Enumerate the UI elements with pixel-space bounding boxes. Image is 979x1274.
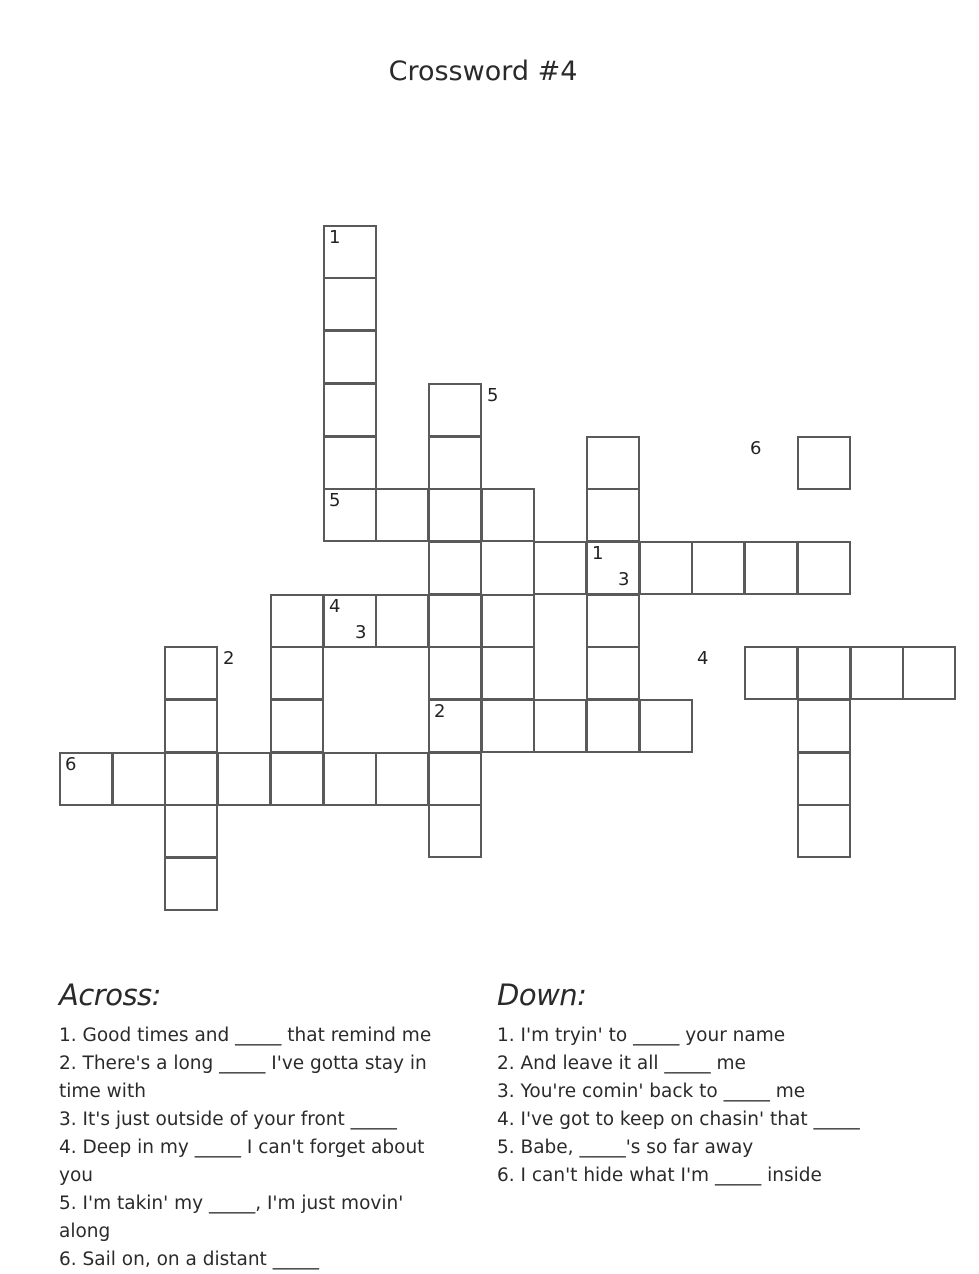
clue-number: 6	[750, 438, 762, 459]
grid-cell[interactable]	[586, 646, 640, 700]
grid-cell[interactable]	[428, 383, 482, 437]
grid-cell[interactable]	[639, 541, 693, 595]
grid-cell[interactable]	[744, 646, 798, 700]
grid-cell[interactable]	[375, 594, 429, 648]
grid-cell[interactable]	[481, 488, 535, 542]
grid-cell[interactable]	[323, 330, 377, 384]
grid-cell[interactable]	[428, 488, 482, 542]
across-clue-1: 1. Good times and _____ that remind me	[59, 1025, 432, 1046]
grid-cell[interactable]	[375, 488, 429, 542]
grid-cell[interactable]	[323, 436, 377, 490]
grid-cell[interactable]	[164, 752, 218, 806]
clue-number: 5	[329, 490, 341, 511]
across-clue-2: 2. There's a long _____ I've gotta stay in time with	[59, 1053, 427, 1102]
grid-cell[interactable]	[797, 646, 851, 700]
grid-cell[interactable]	[217, 752, 271, 806]
down-clue-1: 1. I'm tryin' to _____ your name	[497, 1025, 786, 1046]
grid-cell[interactable]	[270, 699, 324, 753]
grid-cell[interactable]	[586, 436, 640, 490]
clue-number: 4	[329, 596, 341, 617]
clue-number: 2	[434, 701, 446, 722]
grid-cell[interactable]	[270, 594, 324, 648]
grid-cell[interactable]	[902, 646, 956, 700]
grid-cell[interactable]	[270, 752, 324, 806]
down-clue-2: 2. And leave it all _____ me	[497, 1053, 746, 1074]
grid-cell[interactable]	[797, 752, 851, 806]
down-clue-3: 3. You're comin' back to _____ me	[497, 1081, 806, 1102]
clue-number: 3	[618, 569, 630, 590]
grid-cell[interactable]	[533, 541, 587, 595]
down-heading: Down:	[497, 978, 587, 1012]
grid-cell[interactable]	[428, 594, 482, 648]
across-heading: Across:	[59, 978, 161, 1012]
grid-cell[interactable]	[323, 383, 377, 437]
grid-cell[interactable]	[797, 804, 851, 858]
grid-cell[interactable]	[270, 646, 324, 700]
grid-cell[interactable]	[428, 752, 482, 806]
down-clues	[497, 978, 897, 1190]
grid-cell[interactable]	[797, 541, 851, 595]
clue-number: 3	[355, 622, 367, 643]
across-clue-4: 4. Deep in my _____ I can't forget about you	[59, 1137, 425, 1186]
clue-number: 1	[329, 227, 341, 248]
grid-cell[interactable]	[481, 594, 535, 648]
grid-cell[interactable]	[586, 699, 640, 753]
grid-cell[interactable]	[797, 436, 851, 490]
grid-cell[interactable]	[691, 541, 745, 595]
grid-cell[interactable]	[481, 646, 535, 700]
grid-cell[interactable]	[586, 488, 640, 542]
grid-cell[interactable]	[375, 752, 429, 806]
grid-cell[interactable]	[164, 699, 218, 753]
grid-cell[interactable]	[586, 594, 640, 648]
clue-number: 4	[697, 648, 709, 669]
grid-cell[interactable]	[428, 436, 482, 490]
grid-cell[interactable]	[323, 752, 377, 806]
across-clues	[59, 978, 459, 1274]
clue-number: 1	[592, 543, 604, 564]
grid-cell[interactable]	[112, 752, 166, 806]
clue-number: 5	[487, 385, 499, 406]
grid-cell[interactable]	[164, 804, 218, 858]
across-clue-5: 5. I'm takin' my _____, I'm just movin' along	[59, 1193, 404, 1242]
down-clue-6: 6. I can't hide what I'm _____ inside	[497, 1165, 822, 1186]
grid-cell[interactable]	[428, 804, 482, 858]
grid-cell[interactable]	[639, 699, 693, 753]
grid-cell[interactable]	[428, 646, 482, 700]
grid-cell[interactable]	[744, 541, 798, 595]
down-clue-5: 5. Babe, _____'s so far away	[497, 1137, 754, 1158]
grid-cell[interactable]	[797, 699, 851, 753]
grid-cell[interactable]	[428, 541, 482, 595]
clue-number: 2	[223, 648, 235, 669]
grid-cell[interactable]	[481, 699, 535, 753]
down-clue-4: 4. I've got to keep on chasin' that _____	[497, 1109, 860, 1130]
grid-cell[interactable]	[533, 699, 587, 753]
grid-cell[interactable]	[850, 646, 904, 700]
across-clue-3: 3. It's just outside of your front _____	[59, 1109, 397, 1130]
grid-cell[interactable]	[164, 646, 218, 700]
grid-cell[interactable]	[323, 277, 377, 331]
across-clue-6: 6. Sail on, on a distant _____	[59, 1249, 319, 1270]
grid-cell[interactable]	[164, 857, 218, 911]
puzzle-title: Crossword #4	[388, 56, 578, 87]
clue-number: 6	[65, 754, 77, 775]
